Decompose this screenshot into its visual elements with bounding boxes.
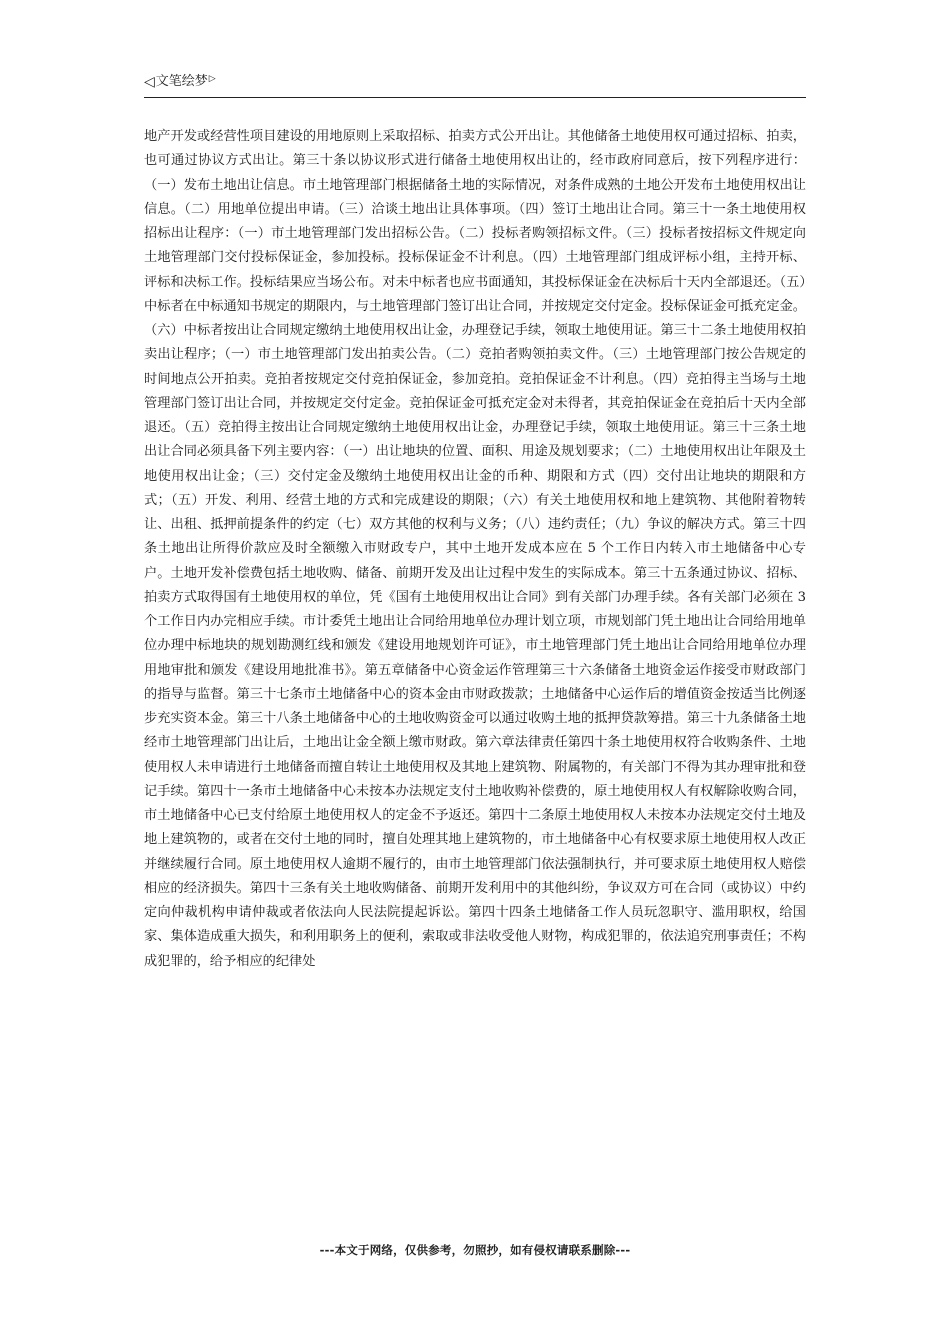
right-triangle-icon: ▷: [208, 74, 216, 84]
document-body-paragraph: 地产开发或经营性项目建设的用地原则上采取招标、拍卖方式公开出让。其他储备土地使用权可通过招标、拍卖，也可通过协议方式出让。第三十条以协议形式进行储备土地使用权出让的，经市政府同意后，按下列程序进行：（一）发布土地出让信息。市土地管理部门根据储备土地的实际情况，对条件成熟的土地公开发布土地使用权出让信息。（二）用地单位提出申请。（三）洽谈土地出让具体事项。（四）签订土地出让合同。第三十一条土地使用权招标出让程序：（一）市土地管理部门发出招标公告。（二）投标者购领招标文件。（三）投标者按招标文件规定向土地管理部门交付投标保证金，参加投标。投标保证金不计利息。（四）土地管理部门组成评标小组，主持开标、评标和决标工作。投标结果应当场公布。对未中标者也应书面通知，其投标保证金在决标后十天内全部退还。（五）中标者在中标通知书规定的期限内，与土地管理部门签订出让合同，并按规定交付定金。投标保证金可抵充定金。（六）中标者按出让合同规定缴纳土地使用权出让金，办理登记手续，领取土地使用证。第三十二条土地使用权拍卖出让程序；（一）市土地管理部门发出拍卖公告。（二）竞拍者购领拍卖文件。（三）土地管理部门按公告规定的时间地点公开拍卖。竞拍者按规定交付竞拍保证金，参加竞拍。竞拍保证金不计利息。（四）竞拍得主当场与土地管理部门签订出让合同，并按规定交付定金。竞拍保证金可抵充定金对未得者，其竞拍保证金在竞拍后十天内全部退还。（五）竞拍得主按出让合同规定缴纳土地使用权出让金，办理登记手续，领取土地使用证。第三十三条土地出让合同必须具备下列主要内容：（一）出让地块的位置、面积、用途及规划要求；（二）土地使用权出让年限及土地使用权出让金；（三）交付定金及缴纳土地使用权出让金的币种、期限和方式（四）交付出让地块的期限和方式；（五）开发、利用、经营土地的方式和完成建设的期限；（六）有关土地使用权和地上建筑物、其他附着物转让、出租、抵押前提条件的约定（七）双方其他的权利与义务；（八）违约责任；（九）争议的解决方式。第三十四条土地出让所得价款应及时全额缴入市财政专户，其中土地开发成本应在 5 个工作日内转入市土地储备中心专户。土地开发补偿费包括土地收购、储备、前期开发及出让过程中发生的实际成本。第三十五条通过协议、招标、拍卖方式取得国有土地使用权的单位，凭《国有土地使用权出让合同》到有关部门办理手续。各有关部门必须在 3 个工作日内办完相应手续。市计委凭土地出让合同给用地单位办理计划立项，市规划部门凭土地出让合同给用地单位办理中标地块的规划勘测红线和颁发《建设用地规划许可证》，市土地管理部门凭土地出让合同给用地单位办理用地审批和颁发《建设用地批准书》。第五章储备中心资金运作管理第三十六条储备土地资金运作接受市财政部门的指导与监督。第三十七条市土地储备中心的资本金由市财政拨款；土地储备中心运作后的增值资金按适当比例逐步充实资本金。第三十八条土地储备中心的土地收购资金可以通过收购土地的抵押贷款筹措。第三十九条储备土地经市土地管理部门出让后，土地出让金全额上缴市财政。第六章法律责任第四十条土地使用权符合收购条件、土地使用权人未申请进行土地储备而擅自转让土地使用权及其地上建筑物、附属物的，有关部门不得为其办理审批和登记手续。第四十一条市土地储备中心未按本办法规定支付土地收购补偿费的，原土地使用权人有权解除收购合同，市土地储备中心已支付给原土地使用权人的定金不予返还。第四十二条原土地使用权人未按本办法规定交付土地及地上建筑物的，或者在交付土地的同时，擅自处理其地上建筑物的，市土地储备中心有权要求原土地使用权人改正并继续履行合同。原土地使用权人逾期不履行的，由市土地管理部门依法强制执行，并可要求原土地使用权人赔偿相应的经济损失。第四十三条有关土地收购储备、前期开发利用中的其他纠纷，争议双方可在合同（或协议）中约定向仲裁机构申请仲裁或者依法向人民法院提起诉讼。第四十四条土地储备工作人员玩忽职守、滥用职权，给国家、集体造成重大损失，和利用职务上的便利，索取或非法收受他人财物，构成犯罪的，依法追究刑事责任；不构成犯罪的，给予相应的纪律处: [144, 129, 806, 969]
footer-disclaimer: ---本文于网络，仅供参考，勿照抄，如有侵权请联系删除---: [319, 1243, 631, 1257]
header-brand: [144, 72, 216, 92]
left-triangle-icon: ◁: [144, 74, 155, 90]
brand-text: 文笔绘梦: [155, 74, 208, 89]
page-header: [144, 72, 806, 98]
